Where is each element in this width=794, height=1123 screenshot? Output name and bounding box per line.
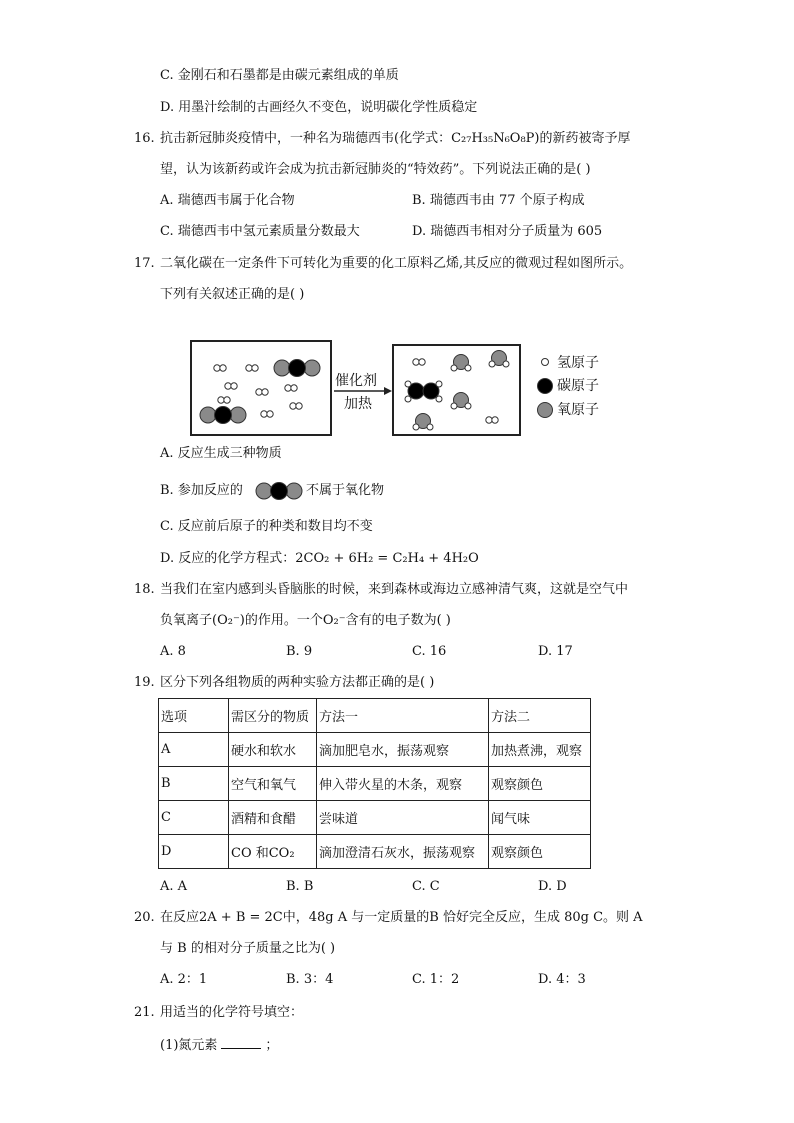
- table-cell: 观察颜色: [489, 767, 591, 801]
- table-header-cell: 选项: [159, 699, 229, 733]
- q21-number: 21.: [134, 1005, 155, 1020]
- table-cell: 闻气味: [489, 801, 591, 835]
- q16-option-d: D. 瑞德西韦相对分子质量为 605: [412, 224, 603, 239]
- methods-table: [158, 698, 591, 869]
- table-row: [159, 767, 591, 801]
- table-cell: 空气和氧气: [229, 767, 317, 801]
- q19-option-c: C. C: [412, 879, 440, 894]
- q16-stem-line1: 抗击新冠肺炎疫情中，一种名为瑞德西韦(化学式：C₂₇H₃₅N₆O₈P)的新药被寄予厚: [160, 131, 631, 146]
- table-row: [159, 733, 591, 767]
- table-cell: 硬水和软水: [229, 733, 317, 767]
- q17-stem-line1: 二氧化碳在一定条件下可转化为重要的化工原料乙烯,其反应的微观过程如图所示。: [160, 256, 633, 271]
- q20-option-a: A. 2：1: [160, 972, 208, 987]
- q17-stem-line2: 下列有关叙述正确的是( ): [160, 287, 305, 302]
- table-cell: 滴加澄清石灰水，振荡观察: [317, 835, 489, 869]
- answer-blank[interactable]: [221, 1036, 261, 1049]
- table-cell: CO 和CO₂: [229, 835, 317, 869]
- table-cell: A: [159, 733, 229, 767]
- table-row: [159, 801, 591, 835]
- table-cell: C: [159, 801, 229, 835]
- table-header-cell: 方法一: [317, 699, 489, 733]
- q17-option-b-pre: B. 参加反应的: [160, 483, 243, 498]
- q20-option-b: B. 3：4: [286, 972, 334, 987]
- products-box: [392, 344, 521, 436]
- q15-option-c: C. 金刚石和石墨都是由碳元素组成的单质: [160, 68, 399, 83]
- table-row: [159, 835, 591, 869]
- table-cell: D: [159, 835, 229, 869]
- q21-item1-label: (1)氮元素: [160, 1038, 218, 1053]
- table-cell: 酒精和食醋: [229, 801, 317, 835]
- q18-option-b: B. 9: [286, 644, 313, 659]
- q18-option-d: D. 17: [538, 644, 573, 659]
- hydrogen-atom-icon: [542, 359, 549, 366]
- q17-option-c: C. 反应前后原子的种类和数目均不变: [160, 519, 373, 534]
- q18-stem-line2: 负氧离子(O₂⁻)的作用。一个O₂⁻含有的电子数为( ): [160, 613, 451, 628]
- q18-stem-line1: 当我们在室内感到头昏脑胀的时候，来到森林或海边立感神清气爽，这就是空气中: [160, 582, 629, 597]
- legend-hydrogen-label: 氢原子: [557, 355, 599, 371]
- q20-stem-line2: 与 B 的相对分子质量之比为( ): [160, 941, 336, 956]
- q19-option-a: A. A: [160, 879, 188, 894]
- table-cell: 伸入带火星的木条，观察: [317, 767, 489, 801]
- table-cell: B: [159, 767, 229, 801]
- q16-option-a: A. 瑞德西韦属于化合物: [160, 193, 295, 208]
- table-header-cell: 方法二: [489, 699, 591, 733]
- carbon-atom-icon: [538, 379, 553, 394]
- q21-item1: [160, 1036, 278, 1054]
- legend-carbon-label: 碳原子: [557, 378, 599, 394]
- q18-number: 18.: [134, 582, 155, 597]
- q17-option-a: A. 反应生成三种物质: [160, 446, 282, 461]
- table-cell: 加热煮沸，观察: [489, 733, 591, 767]
- q16-stem-line2: 望，认为该新药或许会成为抗击新冠肺炎的“特效药”。下列说法正确的是( ): [160, 162, 591, 177]
- q21-stem: 用适当的化学符号填空：: [160, 1005, 304, 1020]
- q20-stem-line1: 在反应2A + B = 2C中，48g A 与一定质量的B 恰好完全反应，生成 80g C。则 A: [160, 910, 643, 925]
- table-header-cell: 需区分的物质: [229, 699, 317, 733]
- q21-item1-end: ；: [265, 1038, 279, 1053]
- q16-option-b: B. 瑞德西韦由 77 个原子构成: [412, 193, 585, 208]
- q19-stem: 区分下列各组物质的两种实验方法都正确的是( ): [160, 675, 435, 690]
- q17-option-b-post: 不属于氧化物: [306, 483, 385, 498]
- q17-number: 17.: [134, 256, 155, 271]
- q17-option-d: D. 反应的化学方程式：2CO₂ + 6H₂ = C₂H₄ + 4H₂O: [160, 551, 479, 566]
- q20-option-c: C. 1：2: [412, 972, 460, 987]
- q20-option-d: D. 4：3: [538, 972, 586, 987]
- q19-option-b: B. B: [286, 879, 314, 894]
- table-cell: 滴加肥皂水，振荡观察: [317, 733, 489, 767]
- legend-oxygen-label: 氧原子: [557, 402, 599, 418]
- table-cell: 尝味道: [317, 801, 489, 835]
- arrow-label-heat: 加热: [344, 396, 372, 412]
- q20-number: 20.: [134, 910, 155, 925]
- co2-molecule-icon: [255, 481, 303, 501]
- q16-number: 16.: [134, 131, 155, 146]
- q19-number: 19.: [134, 675, 155, 690]
- reaction-arrow-icon: [334, 386, 392, 396]
- q19-option-d: D. D: [538, 879, 567, 894]
- q16-option-c: C. 瑞德西韦中氢元素质量分数最大: [160, 224, 360, 239]
- q18-option-c: C. 16: [412, 644, 447, 659]
- table-cell: 观察颜色: [489, 835, 591, 869]
- arrow-label-catalyst: 催化剂: [335, 373, 377, 389]
- oxygen-atom-icon: [538, 403, 553, 418]
- q15-option-d: D. 用墨汁绘制的古画经久不变色，说明碳化学性质稳定: [160, 100, 478, 115]
- legend-atoms: [537, 356, 553, 418]
- table-header-row: [159, 699, 591, 733]
- q18-option-a: A. 8: [160, 644, 186, 659]
- reactants-box: [190, 340, 332, 436]
